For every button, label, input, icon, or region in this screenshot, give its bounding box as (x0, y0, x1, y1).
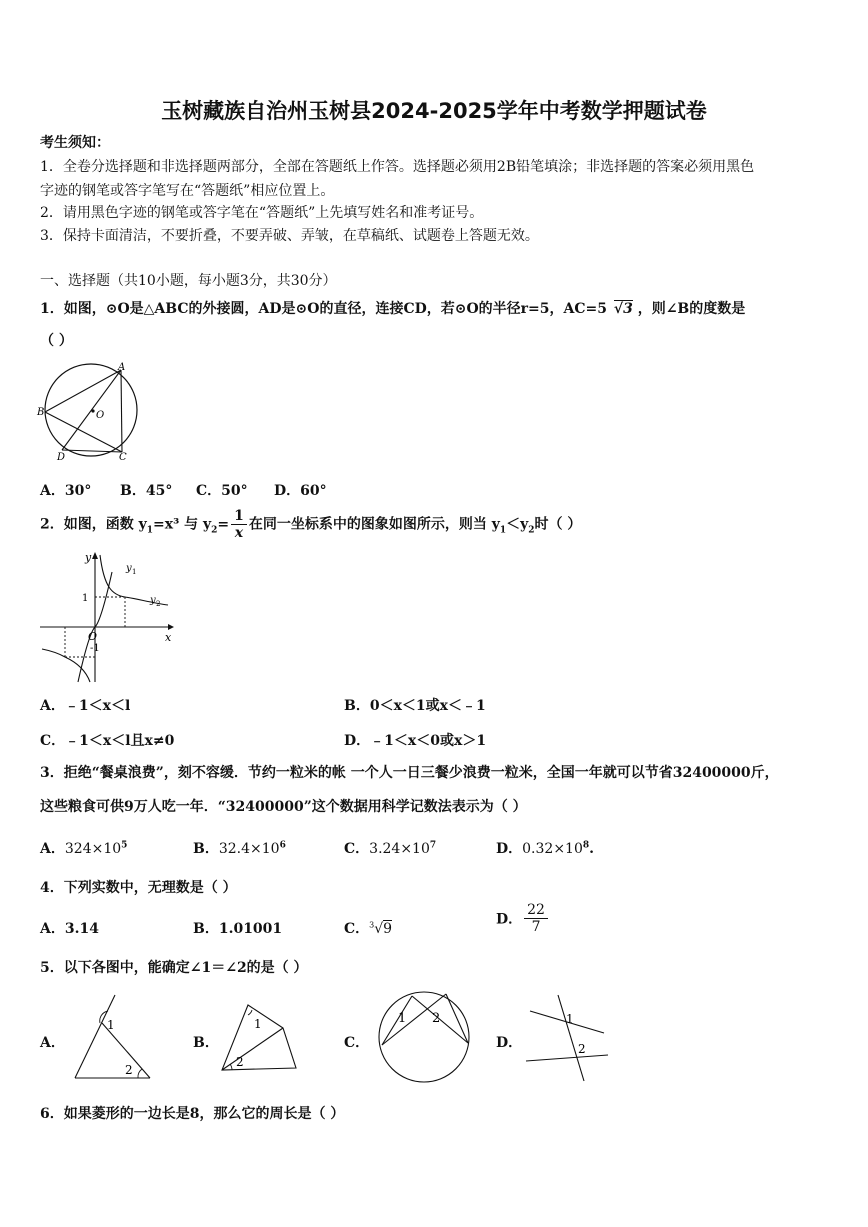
angle-1-label: 1 (254, 1017, 262, 1031)
q5-option-b[interactable]: B． (193, 1035, 219, 1051)
q2-option-a[interactable]: A．﹣1＜x＜l (40, 698, 131, 714)
notice-heading: 考生须知： (40, 135, 110, 151)
notice-item-1: 1．全卷分选择题和非选择题两部分，全部在答题纸上作答。选择题必须用2B铅笔填涂；非选择题的答案必须用黑色 (40, 159, 755, 175)
question-3-line-2: 这些粮食可供9万人吃一年．“32400000”这个数据用科学记数法表示为（ ） (40, 799, 527, 815)
label-origin: O (88, 630, 98, 643)
notice-item-3: 3．保持卡面清洁，不要折叠，不要弄破、弄皱，在草稿纸、试题卷上答题无效。 (40, 228, 539, 244)
angle-2-label: 2 (432, 1011, 441, 1026)
figure-5a (70, 993, 155, 1083)
label-o: O (96, 410, 105, 421)
q2-option-d[interactable]: D．﹣1＜x＜0或x＞1 (344, 733, 487, 749)
side-bc (45, 412, 122, 452)
label-a: A (118, 362, 126, 373)
page-title: 玉树藏族自治州玉树县2024-2025学年中考数学押题试卷 (161, 99, 707, 123)
q1-option-b[interactable]: B．45° (120, 483, 173, 499)
x-axis-arrow (168, 624, 174, 630)
figure-function-graph (38, 547, 176, 687)
q4-option-b[interactable]: B．1.01001 (193, 921, 283, 937)
label-neg-one: -1 (90, 643, 100, 654)
figure-5c (374, 990, 474, 1090)
q1-option-d[interactable]: D．60° (274, 483, 327, 499)
label-d: D (57, 452, 66, 462)
label-y1: y (126, 563, 132, 574)
q5-option-d[interactable]: D． (496, 1035, 523, 1051)
angle-1-label: 1 (566, 1012, 574, 1026)
label-y1-sub: 1 (132, 568, 137, 576)
question-1-stem: 1．如图，⊙O是△ABC的外接圆，AD是⊙O的直径，连接CD，若⊙O的半径r=5，AC=5 √3 ，则∠B的度数是 (40, 301, 746, 317)
question-2-stem: 2．如图，函数 $y_1=x^3$ 与 $y_2=$ $\frac{1}{x}$ 在同一坐标系中的图象如图所示，则当 $y_1<y_2$时（ ） (40, 508, 582, 541)
y-axis-arrow (92, 552, 98, 559)
angle-2-label: 2 (125, 1063, 133, 1077)
side-ac (121, 370, 122, 452)
label-b: B (37, 407, 45, 418)
question-4-stem: 4．下列实数中，无理数是（ ） (40, 880, 237, 896)
notice-item-1-cont: 字迹的钢笔或答字笔写在“答题纸”相应位置上。 (40, 183, 335, 199)
q2-option-c[interactable]: C．﹣1＜x＜l且x≠0 (40, 733, 175, 749)
curve-y2-left (42, 649, 90, 682)
angle-1-label: 1 (107, 1018, 115, 1032)
fraction-1-over-x: $\frac{1}{x}$ (231, 508, 247, 541)
side-ab (45, 370, 121, 412)
fraction-22-over-7: $\frac{22}{7}$ (524, 902, 548, 935)
label-y2-sub: 2 (156, 600, 161, 608)
q3-option-a[interactable]: A．$324\times 10^5$ (40, 840, 128, 857)
angle-2-label: 2 (578, 1042, 586, 1056)
figure-5d (522, 993, 614, 1083)
q2-option-b[interactable]: B．0＜x＜1或x＜﹣1 (344, 698, 486, 714)
q3-option-c[interactable]: C．$3.24\times 10^7$ (344, 840, 437, 857)
question-1-paren: （ ） (40, 333, 73, 349)
section-heading: 一、选择题（共10小题，每小题3分，共30分） (40, 273, 337, 289)
label-y: y (85, 551, 92, 564)
question-5-stem: 5．以下各图中，能确定∠1＝∠2的是（ ） (40, 960, 308, 976)
label-c: C (119, 452, 127, 462)
q5-option-c[interactable]: C． (344, 1035, 370, 1051)
figure-5b (218, 1000, 308, 1075)
q5-option-a[interactable]: A． (40, 1035, 65, 1051)
question-3-line-1: 3．拒绝“餐桌浪费”，刻不容缓．节约一粒米的帐 一个人一日三餐少浪费一粒米，全国一年就可以节省32400000斤， (40, 765, 779, 781)
q4-option-d[interactable]: D． $\frac{22}{7}$ (496, 902, 550, 935)
label-x: x (165, 631, 172, 644)
figure-circle-triangle (36, 360, 146, 462)
q3-option-b[interactable]: B．$32.4\times 10^6$ (193, 840, 286, 857)
q1-option-c[interactable]: C．50° (196, 483, 248, 499)
label-y2: y (150, 595, 156, 606)
sqrt-sign: √3 (613, 301, 633, 317)
diameter-ad (62, 370, 121, 450)
q1-option-a[interactable]: A．30° (40, 483, 92, 499)
question-6-stem: 6．如果菱形的一边长是8，那么它的周长是（ ） (40, 1106, 345, 1122)
label-one: 1 (82, 593, 89, 604)
angle-1-label: 1 (398, 1011, 407, 1026)
q4-option-a[interactable]: A．3.14 (40, 921, 99, 937)
center-point (91, 409, 94, 412)
q4-option-c[interactable]: C．$^3$√9 (344, 920, 393, 937)
angle-2-label: 2 (236, 1055, 244, 1069)
notice-item-2: 2．请用黑色字迹的钢笔或答字笔在“答题纸”上先填写姓名和准考证号。 (40, 205, 484, 221)
q3-option-d[interactable]: D．$0.32\times 10^8$. (496, 840, 594, 857)
